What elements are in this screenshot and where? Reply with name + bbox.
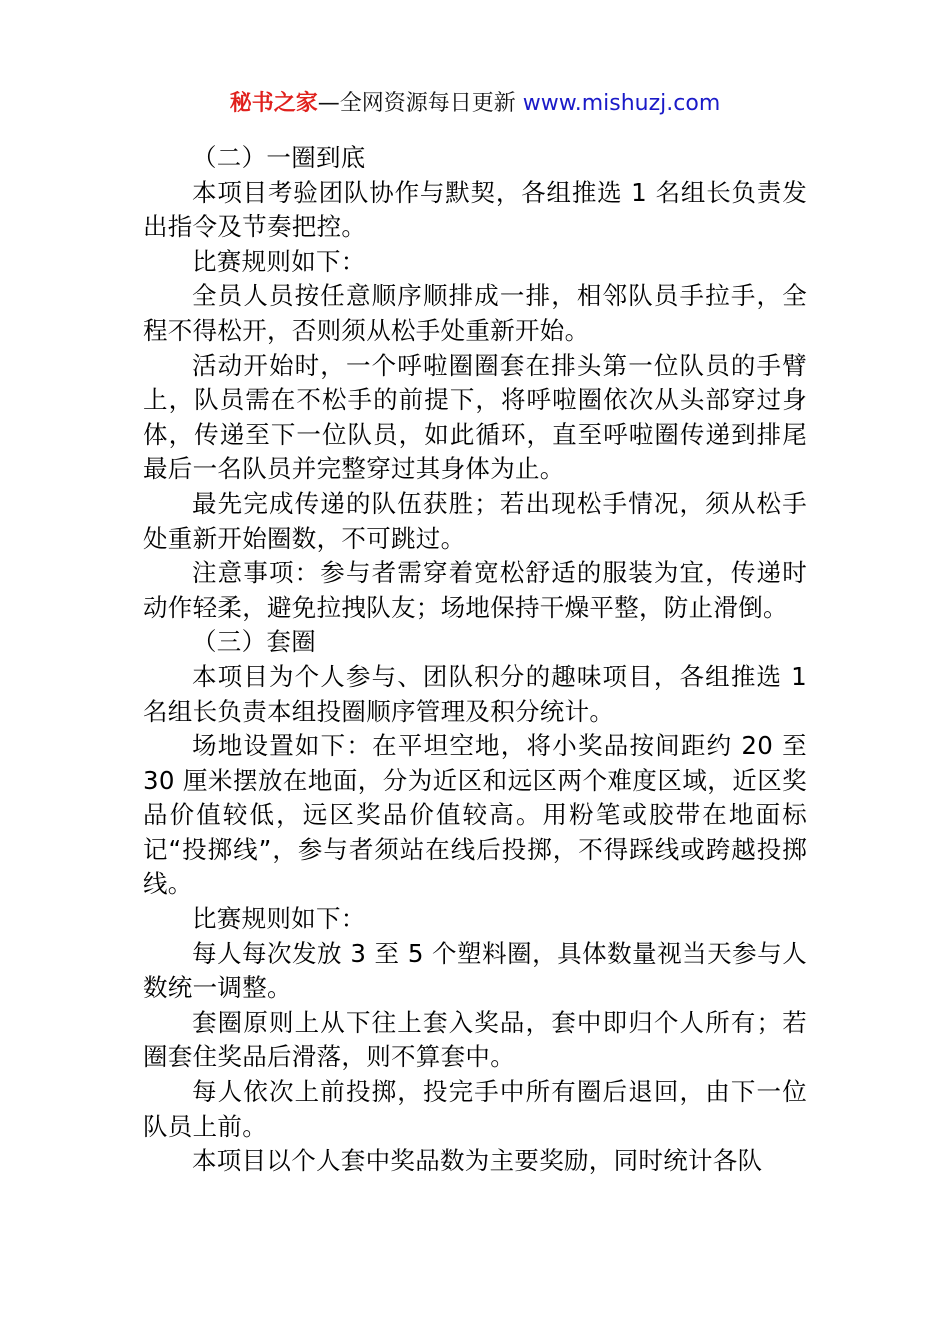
paragraph: 每人依次上前投掷，投完手中所有圈后退回，由下一位队员上前。: [143, 1077, 807, 1141]
paragraph: 比赛规则如下：: [192, 904, 366, 934]
paragraph: 最先完成传递的队伍获胜；若出现松手情况，须从松手处重新开始圈数，不可跳过。: [143, 488, 807, 553]
paragraph: 本项目考验团队协作与默契，各组推选 1 名组长负责发出指令及节奏把控。: [143, 177, 807, 242]
paragraph: 比赛规则如下：: [192, 246, 366, 276]
site-slogan: —全网资源每日更新: [317, 91, 523, 116]
paragraph: 场地设置如下：在平坦空地，将小奖品按间距约 20 至 30 厘米摆放在地面，分为近区和远区两个难度区域，近区奖品价值较低，远区奖品价值较高。用粉笔或胶带在地面标记“投掷线”，参与者须站在线后投掷，不得踩线或跨越投掷线。: [143, 731, 807, 899]
paragraph: 注意事项：参与者需穿着宽松舒适的服装为宜，传递时动作轻柔，避免拉拽队友；场地保持干燥平整，防止滑倒。: [143, 558, 807, 622]
document-body: [143, 141, 807, 1179]
paragraph: 本项目为个人参与、团队积分的趣味项目，各组推选 1 名组长负责本组投圈顺序管理及积分统计。: [143, 661, 807, 726]
section-heading: （二）一圈到底: [192, 143, 366, 172]
site-header: [0, 88, 950, 120]
site-brand: 秘书之家: [229, 91, 318, 116]
paragraph: 活动开始时，一个呼啦圈圈套在排头第一位队员的手臂上，队员需在不松手的前提下，将呼啦圈依次从头部穿过身体，传递至下一位队员，如此循环，直至呼啦圈传递到排尾最后一名队员并完整穿过其身体为止。: [143, 350, 807, 484]
paragraph: 每人每次发放 3 至 5 个塑料圈，具体数量视当天参与人数统一调整。: [143, 938, 807, 1003]
paragraph: 本项目以个人套中奖品数为主要奖励，同时统计各队: [192, 1146, 763, 1176]
paragraph: 套圈原则上从下往上套入奖品，套中即归个人所有；若圈套住奖品后滑落，则不算套中。: [143, 1007, 807, 1072]
site-url-link[interactable]: www.mishuzj.com: [522, 91, 721, 116]
paragraph: 全员人员按任意顺序顺排成一排，相邻队员手拉手，全程不得松开，否则须从松手处重新开始。: [143, 281, 807, 345]
section-heading: （三）套圈: [192, 627, 316, 657]
